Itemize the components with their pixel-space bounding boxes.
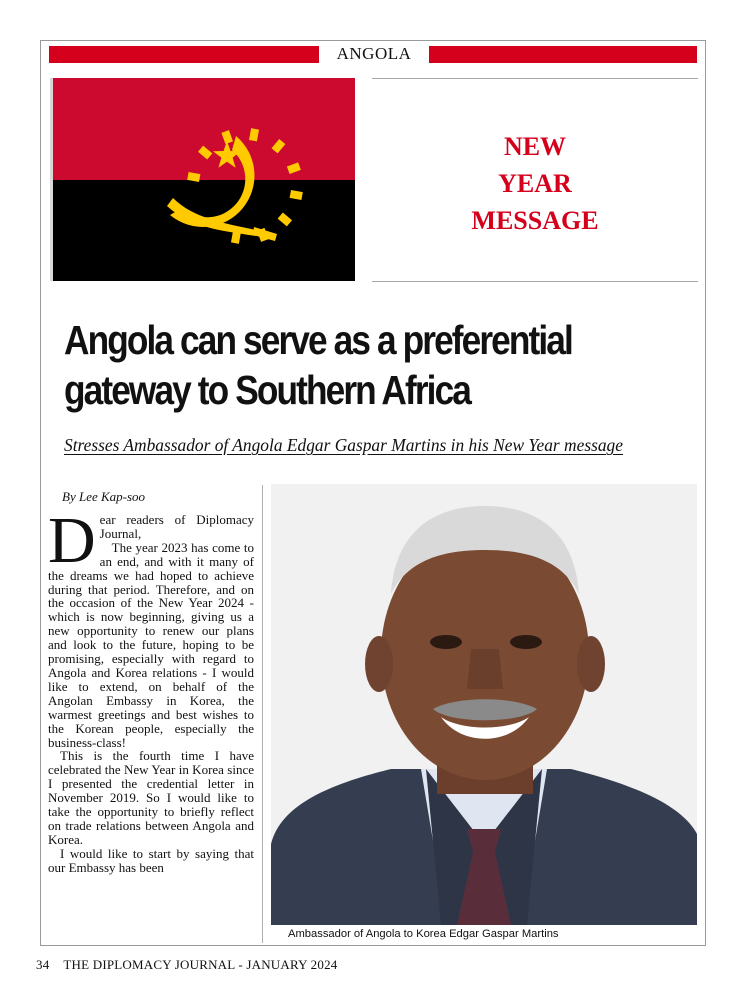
column-divider	[262, 485, 263, 943]
section-bar-right	[429, 46, 697, 63]
bottom-rule	[372, 281, 698, 282]
article-body	[48, 504, 254, 875]
article-p1-text: ear readers of Diplomacy Journal,	[99, 512, 254, 541]
headline-line-1: Angola can serve as a preferential	[64, 317, 572, 363]
new-year-word-2: YEAR	[498, 169, 572, 198]
headline-line-2: gateway to Southern Africa	[64, 367, 471, 413]
ambassador-photo	[271, 484, 697, 925]
page-footer	[36, 957, 337, 973]
byline: By Lee Kap-soo	[62, 489, 146, 504]
article-paragraph-1	[48, 504, 254, 577]
article-paragraph-2: The year 2023 has come to an end, and with it many of the dreams we had hoped to achieve during that period. Therefore, and on the occasion of the New Year 2024 - which is now beginning, giving us a new opportunity to renew our plans and look to the future, hoping to be promising, especially with regard to Angola and Korea relations - I would like to extend, on behalf of the Angolan Embassy in Korea, the warmest greetings and best wishes to the Korean people, especially the business-class!	[48, 539, 254, 750]
page-number: 34	[36, 957, 50, 972]
machete-cogwheel-star-emblem-icon	[53, 78, 355, 281]
top-rule	[372, 78, 698, 79]
article-paragraph-4: I would like to start by saying that our Embassy has been	[48, 845, 254, 875]
publication-name: THE DIPLOMACY JOURNAL - JANUARY 2024	[63, 957, 338, 972]
headline	[64, 315, 614, 415]
subheadline: Stresses Ambassador of Angola Edgar Gaspar Martins in his New Year message	[64, 435, 623, 455]
section-label: ANGOLA	[336, 44, 412, 63]
drop-cap: D	[48, 504, 96, 577]
article-paragraph-3: This is the fourth time I have celebrated the New Year in Korea since I presented the credential letter in November 2019. So I would like to take the opportunity to briefly reflect on trade relations between Angola and Korea.	[48, 748, 254, 847]
new-year-message-title	[372, 128, 698, 239]
ambassador-portrait-icon	[271, 484, 697, 925]
angola-flag-image	[50, 78, 355, 281]
new-year-word-3: MESSAGE	[471, 206, 599, 235]
section-bar-left	[49, 46, 319, 63]
photo-caption: Ambassador of Angola to Korea Edgar Gaspar Martins	[288, 928, 559, 940]
new-year-word-1: NEW	[503, 132, 567, 161]
